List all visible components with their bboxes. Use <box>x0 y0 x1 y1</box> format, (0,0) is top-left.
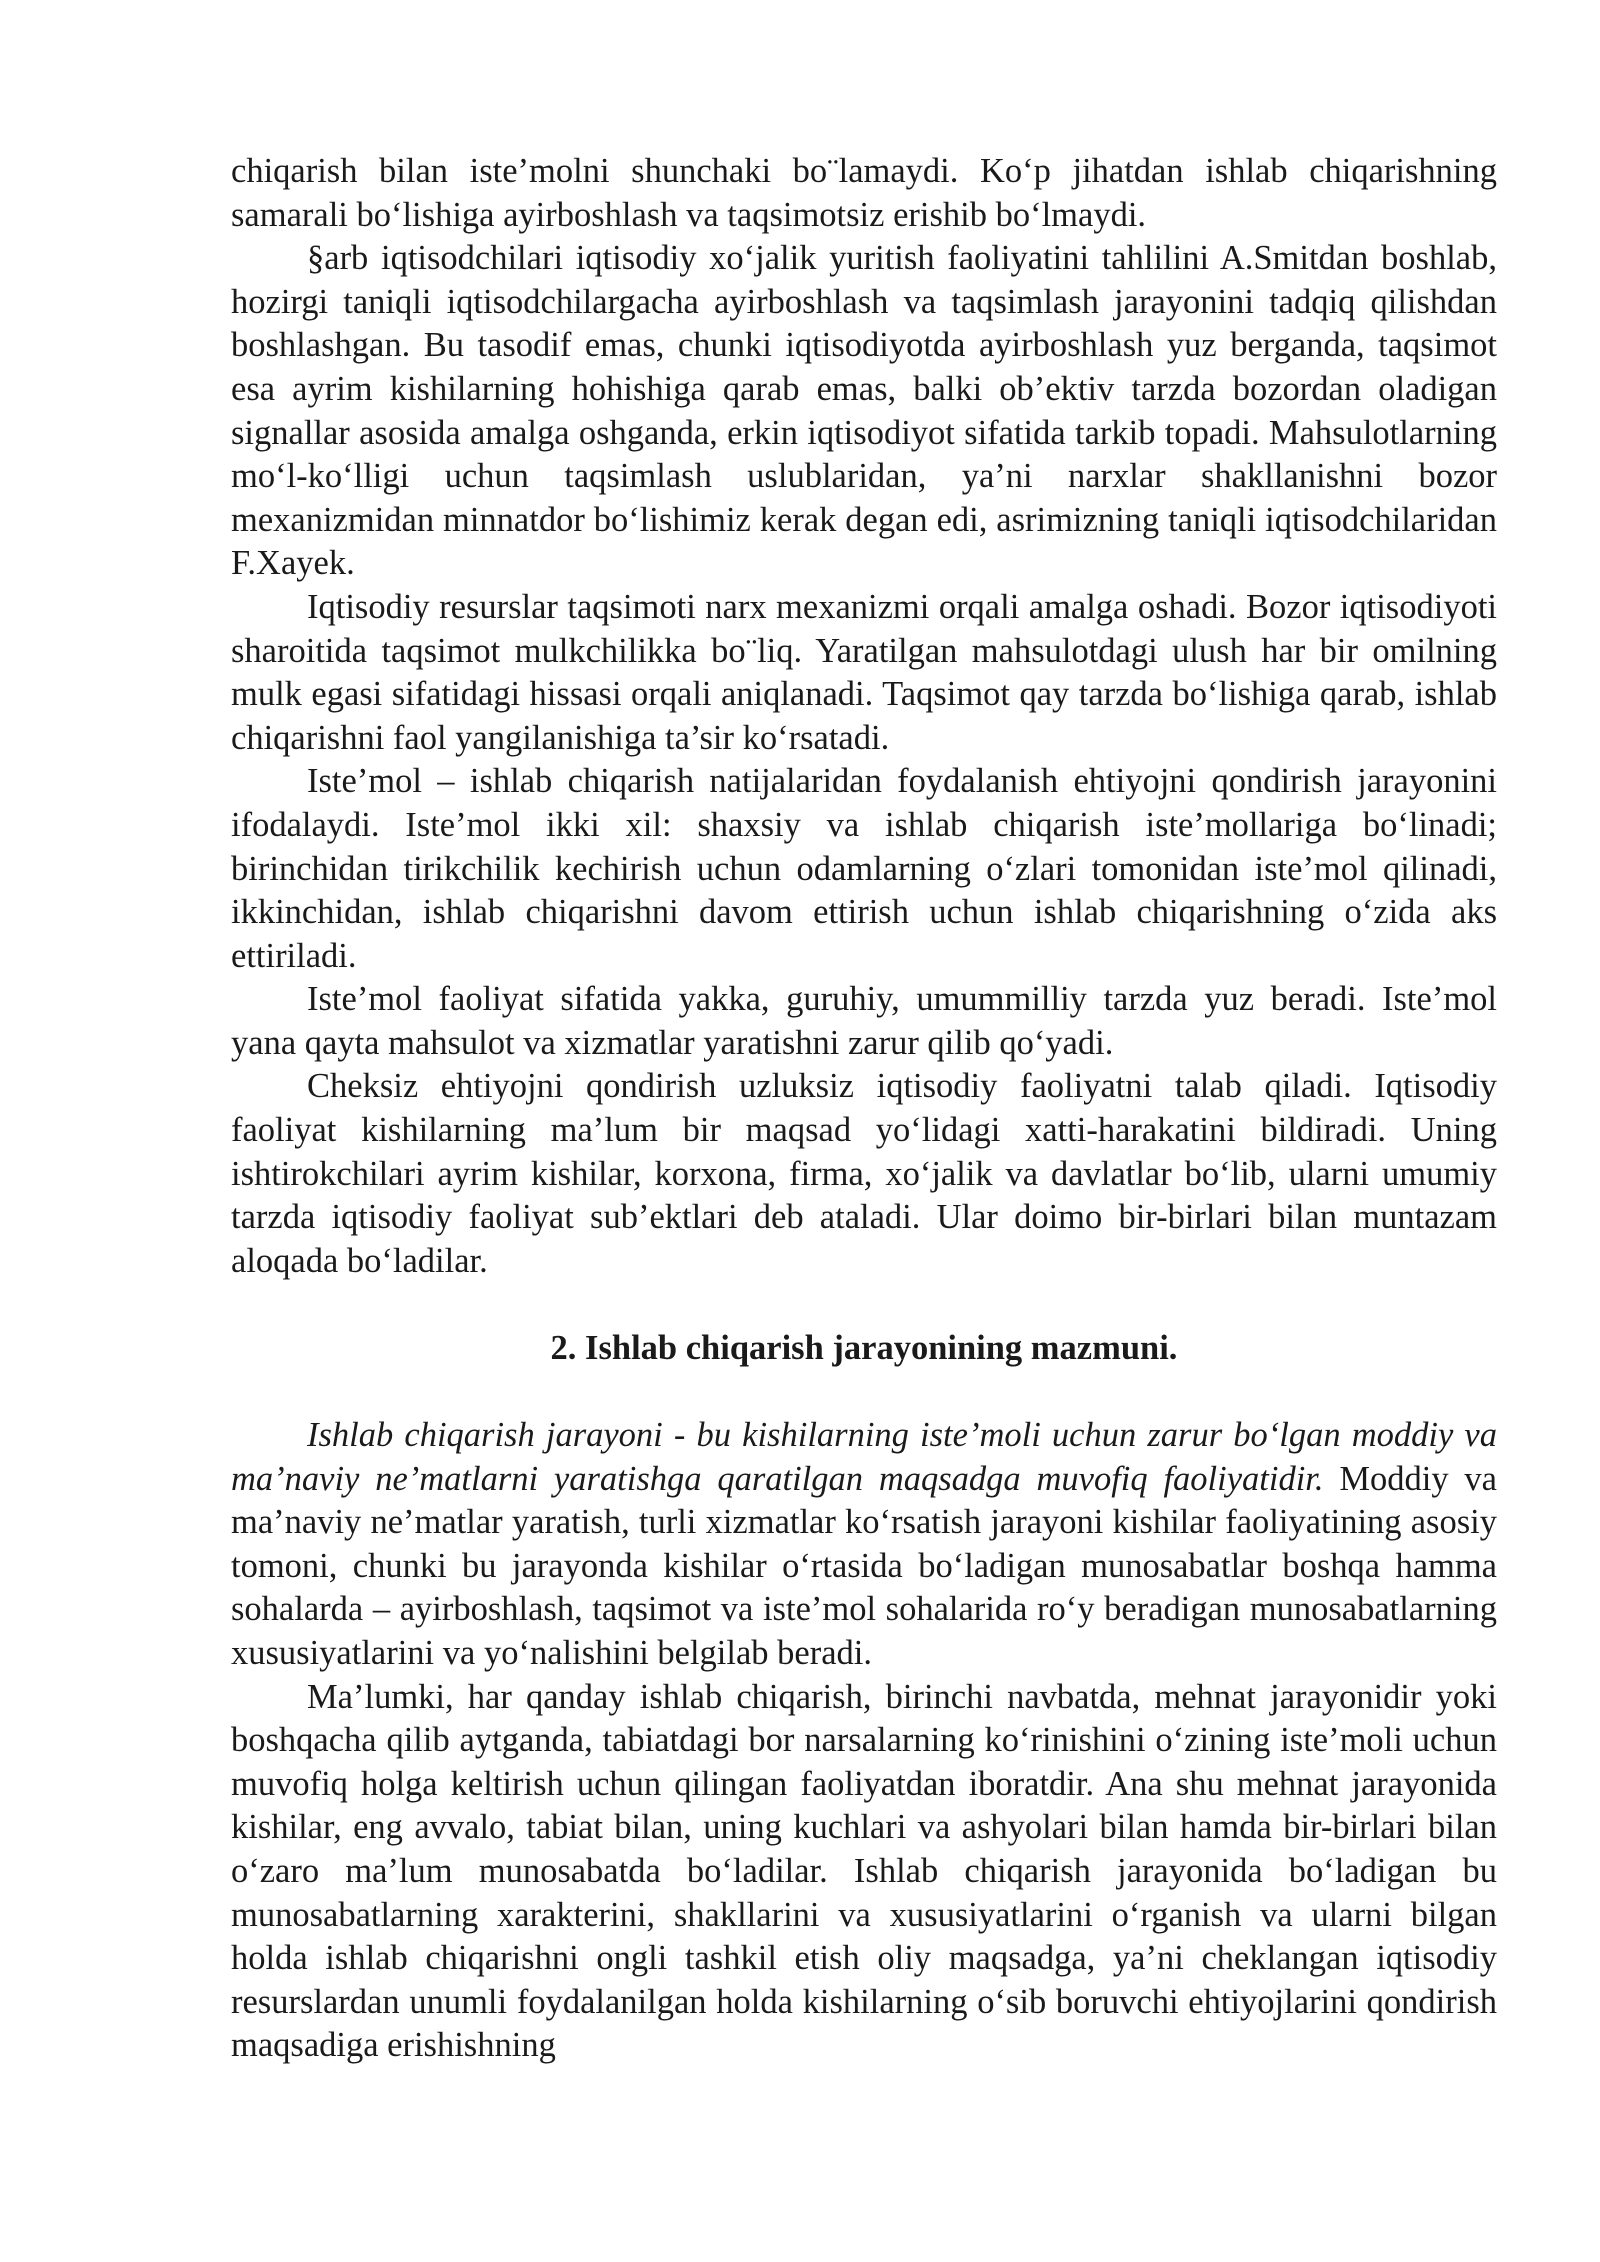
paragraph-8: Ma’lumki, har qanday ishlab chiqarish, birinchi navbatda, mehnat jarayonidir yoki boshqacha qilib aytganda, tabiatdagi bor narsalarning ko‘rinishini o‘zining iste’moli uchun muvofiq holga keltirish uchun qilingan faoliyatdan iboratdir. Ana shu mehnat jarayonida kishilar, eng avvalo, tabiat bilan, uning kuchlari va ashyolari bilan hamda bir-birlari bilan o‘zaro ma’lum munosabatda bo‘ladilar. Ishlab chiqarish jarayonida bo‘ladigan bu munosabatlarning xarakterini, shakllarini va xususiyatlarini o‘rganish va ularni bilgan holda ishlab chiqarishni ongli tashkil etish oliy maqsadga, ya’ni cheklangan iqtisodiy resurslardan unumli foydalanilgan holda kishilarning o‘sib boruvchi ehtiyojlarini qondirish maqsadiga erishishning <box>231 1677 1497 2065</box>
paragraph-3: Iqtisodiy resurslar taqsimoti narx mexanizmi orqali amalga oshadi. Bozor iqtisodiyoti sharoitida taqsimot mulkchilikka bo¨liq. Yaratilgan mahsulotdagi ulush har bir omilning mulk egasi sifatidagi hissasi orqali aniqlanadi. Taqsimot qay tarzda bo‘lishiga qarab, ishlab chiqarishni faol yangilanishiga ta’sir ko‘rsatadi. <box>231 587 1497 757</box>
section-heading: 2. Ishlab chiqarish jarayonining mazmuni. <box>550 1329 1178 1368</box>
paragraph-1: chiqarish bilan iste’molni shunchaki bo¨lamaydi. Ko‘p jihatdan ishlab chiqarishning samarali bo‘lishiga ayirboshlash va taqsimotsiz erishib bo‘lmaydi. <box>231 152 1497 234</box>
paragraph-2: §arb iqtisodchilari iqtisodiy xo‘jalik yuritish faoliyatini tahlilini A.Smitdan boshlab, hozirgi taniqli iqtisodchilargacha ayirboshlash va taqsimlash jarayonini tadqiq qilishdan boshlashgan. Bu tasodif emas, chunki iqtisodiyotda ayirboshlash yuz berganda, taqsimot esa ayrim kishilarning hohishiga qarab emas, balki ob’ektiv tarzda bozordan oladigan signallar asosida amalga oshganda, erkin iqtisodiyot sifatida tarkib topadi. Mahsulotlarning mo‘l-ko‘lligi uchun taqsimlash uslublaridan, ya’ni narxlar shakllanishni bozor mexanizmidan minnatdor bo‘lishimiz kerak degan edi, asrimizning taniqli iqtisodchilaridan F.Xayek. <box>231 239 1497 583</box>
definition-italic-text: Ishlab chiqarish jarayoni - bu kishilarning iste’moli uchun zarur bo‘lgan moddiy va ma’naviy ne’matlarni yaratishga qaratilgan maqsadga muvofiq faoliyatidir. <box>231 1416 1497 1498</box>
document-page <box>231 150 1497 2068</box>
definition-regular-text: Moddiy va ma’naviy ne’matlar yaratish, turli xizmatlar ko‘rsatish jarayoni kishilar faoliyatining asosiy tomoni, chunki bu jarayonda kishilar o‘rtasida bo‘ladigan munosabatlar boshqa hamma sohalarda – ayirboshlash, taqsimot va iste’mol sohalarida ro‘y beradigan munosabatlarning xususiyatlarini va yo‘nalishini belgilab beradi. <box>231 1459 1497 1672</box>
paragraph-6: Cheksiz ehtiyojni qondirish uzluksiz iqtisodiy faoliyatni talab qiladi. Iqtisodiy faoliyat kishilarning ma’lum bir maqsad yo‘lidagi xatti-harakatini bildiradi. Uning ishtirokchilari ayrim kishilar, korxona, firma, xo‘jalik va davlatlar bo‘lib, ularni umumiy tarzda iqtisodiy faoliyat sub’ektlari deb ataladi. Ular doimo bir-birlari bilan muntazam aloqada bo‘ladilar. <box>231 1067 1497 1280</box>
definition-paragraph <box>231 1414 1497 1676</box>
paragraph-4: Iste’mol – ishlab chiqarish natijalaridan foydalanish ehtiyojni qondirish jarayonini ifodalaydi. Iste’mol ikki xil: shaxsiy va ishlab chiqarish iste’mollariga bo‘linadi; birinchidan tirikchilik kechirish uchun odamlarning o‘zlari tomonidan iste’mol qilinadi, ikkinchidan, ishlab chiqarishni davom ettirish uchun ishlab chiqarishning o‘zida aks ettiriladi. <box>231 762 1497 975</box>
paragraph-5: Iste’mol faoliyat sifatida yakka, guruhiy, umummilliy tarzda yuz beradi. Iste’mol yana qayta mahsulot va xizmatlar yaratishni zarur qilib qo‘yadi. <box>231 980 1497 1062</box>
